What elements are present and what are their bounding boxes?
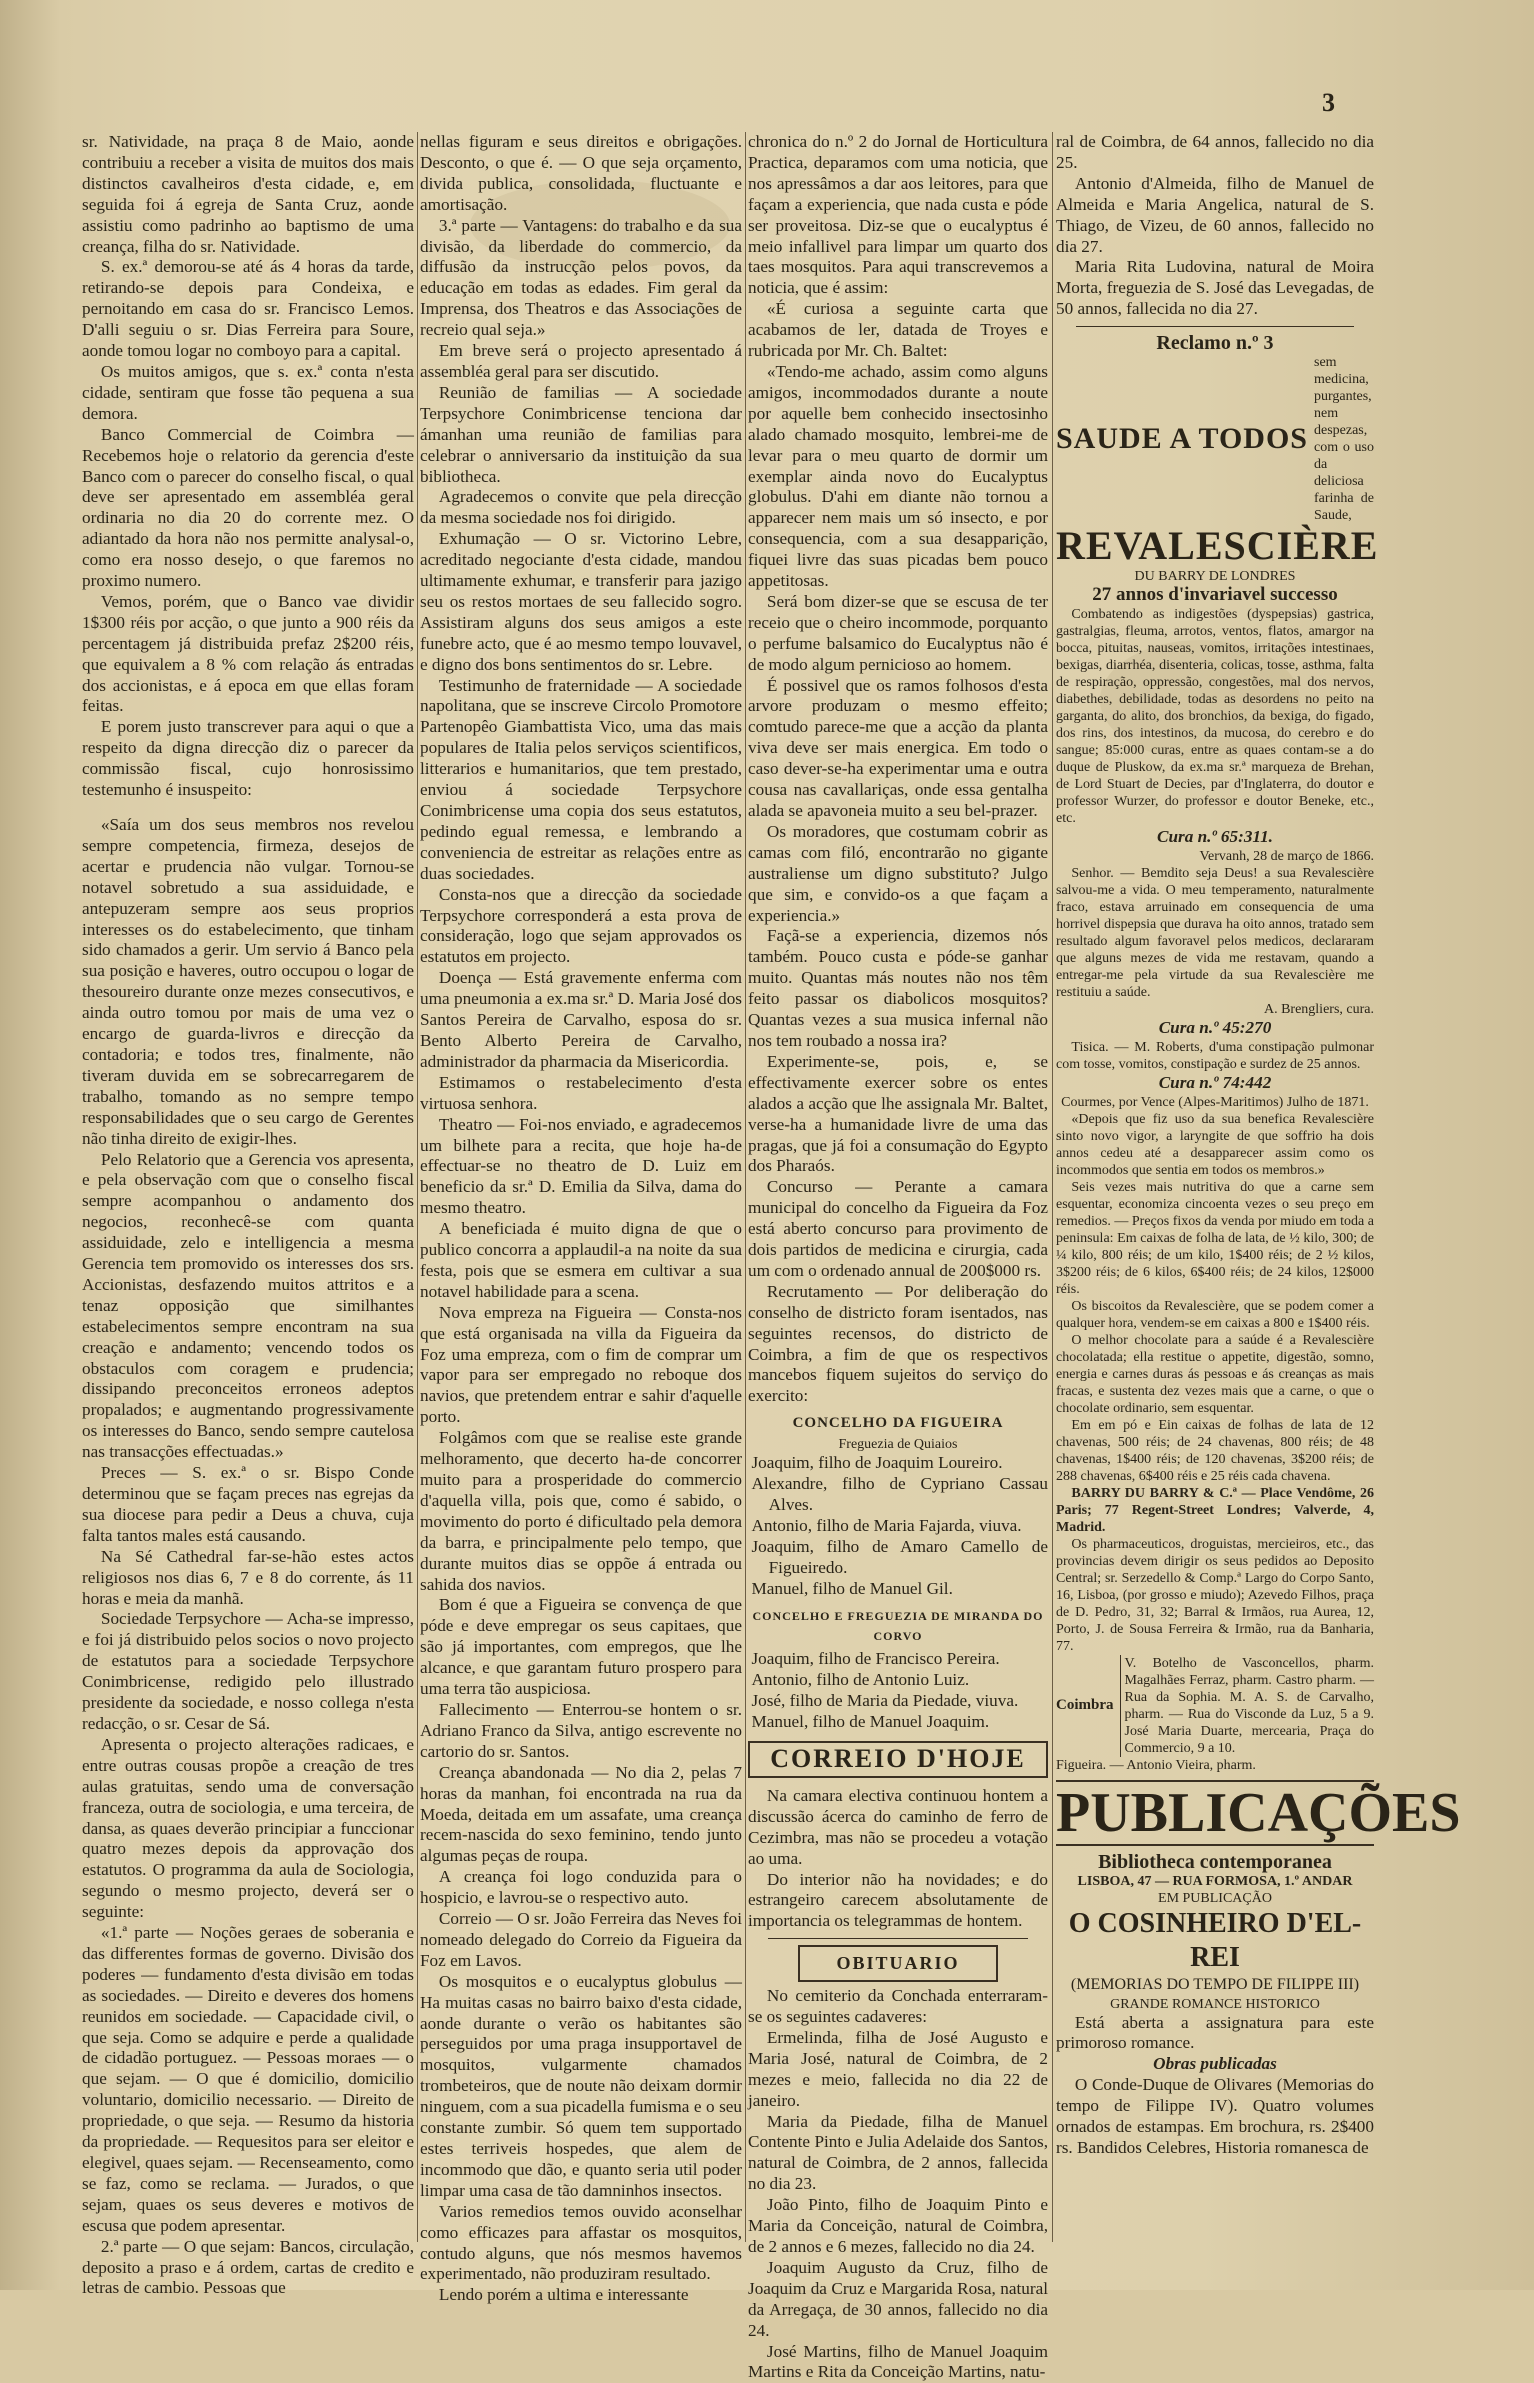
- paragraph: «É curiosa a seguinte carta que acabamos de ler, datada de Troyes e rubricada por Mr. Ch. Baltet:: [748, 299, 1048, 361]
- paragraph: «Tendo-me achado, assim como alguns amigos, incommodados durante a noute por aquelle bem conhecido insectosinho alado chamado mosquito, lembrei-me de levar para o meu quarto de dormir um exemplar ainda novo do Eucalyptus globulus. D'ahi em diante não tornou a apparecer nem mais um só insecto, e por consequencia, com a sua desapparição, fiquei livre das suas picadas bem pouco appetitosas.: [748, 361, 1048, 591]
- paragraph: A creança foi logo conduzida para o hospicio, e lavrou-se o respectivo auto.: [420, 1867, 742, 1908]
- paragraph: Apresenta o projecto alterações radicaes, e entre outras cousas propõe a creação de tres aulas gratuitas, sendo uma de conversação franceza, outra de sociologia, e uma terceira, de dansa, as quaes deverão principiar a funccionar quatro mezes depois da approvação dos estatutos. O programma da aula de Sociologia, segundo o mesmo projecto, deverá ser o seguinte:: [82, 1734, 414, 1922]
- paragraph: Bom é que a Figueira se convença de que póde e deve empregar os seus capitaes, que são já importantes, com empregos, que lhe alcance, e que garantam futuro prospero para uma terra tão auspiciosa.: [420, 1595, 742, 1699]
- paragraph: No cemiterio da Conchada enterraram-se os seguintes cadaveres:: [748, 1986, 1048, 2027]
- paragraph: nellas figuram e seus direitos e obrigações. Desconto, o que é. — O que seja orçamento, divida publica, consolidada, fluctuante e amortisação.: [420, 132, 742, 214]
- paragraph: Os muitos amigos, que s. ex.ª conta n'esta cidade, sentiram que fosse tão pequena a sua demora.: [82, 361, 414, 423]
- article-exhumacao: Exhumação — O sr. Victorino Lebre, acreditado negociante d'esta cidade, mandou ultimamente exhumar, e transferir para jazigo seu os restos mortaes de seu fallecido sogro. Assistiram alguns dos seus amigos a este funebre acto, que é ao mesmo tempo louvavel, e digno dos bons sentimentos do sr. Lebre.: [420, 529, 742, 674]
- paragraph: 3.ª parte — Vantagens: do trabalho e da sua divisão, da liberdade do commercio, da diffusão da instrucção pelos povos, da educação em todas as edades. Fim geral da Imprensa, dos Theatros e das Associações de recreio qual seja.»: [420, 215, 742, 340]
- reclamo-headline: SAUDE A TODOS: [1056, 421, 1308, 455]
- list-item: Manuel, filho de Manuel Joaquim.: [751, 1712, 990, 1732]
- concelho-heading: CONCELHO E FREGUEZIA DE MIRANDA DO CORVO: [752, 1608, 1044, 1644]
- freguezia-heading: Freguezia de Quiaios: [838, 1437, 958, 1453]
- list-item: Alexandre, filho de Cypriano Cassau Alves.: [751, 1474, 1048, 1514]
- cura-number: Cura n.º 65:311.: [1157, 826, 1273, 846]
- cura-text: «Depois que fiz uso da sua benefica Revalescière sinto novo vigor, a laryngite de que soffrio ha dois annos cedeu até a desapparecer assim como os incommodos que sentia em todos os membros.»: [1056, 1111, 1374, 1178]
- paragraph: Está aberta a assignatura para este primoroso romance.: [1056, 2012, 1374, 2053]
- paragraph: Façã-se a experiencia, dizemos nós também. Pouco custa e póde-se ganhar muito. Quantas más noutes não nos têm feito passar os diabolicos mosquitos? Quantas vezes a sua musica infernal não nos tem roubado a nossa ira?: [748, 926, 1048, 1050]
- paragraph: O Conde-Duque de Olivares (Memorias do tempo de Filippe IV). Quatro volumes ornados de estampas. Em brochura, rs. 2$400 rs. Bandidos Celebres, Historia romanesca de: [1056, 2075, 1374, 2157]
- publicacoes-address: LISBOA, 47 — RUA FORMOSA, 1.º ANDAR: [1077, 1873, 1353, 1889]
- paragraph: Os moradores, que costumam cobrir as camas com filó, encontrarão no gigante australiense um digno substituto? Julgo que sim, e convido-os a que façam a experiencia.»: [748, 821, 1048, 925]
- reclamo-title: Reclamo n.º 3: [1156, 332, 1274, 355]
- article-doenca: Doença — Está gravemente enferma com uma pneumonia a ex.ma sr.ª D. Maria José dos Santos Pereira de Carvalho, esposa do sr. Bento Alberto Pereira de Carvalho, administrador da pharmacia da Misericordia.: [420, 968, 742, 1071]
- list-item: José, filho de Maria da Piedade, viuva.: [751, 1691, 1019, 1711]
- cura-place: Vervanh, 28 de março de 1866.: [1199, 848, 1374, 864]
- paragraph: Maria Rita Ludovina, natural de Moira Morta, freguezia de S. José das Levegadas, de 50 annos, fallecida no dia 27.: [1056, 257, 1374, 319]
- paragraph: sr. Natividade, na praça 8 de Maio, aonde contribuiu a receber a visita de muitos dos mais distinctos cavalheiros d'esta cidade, e, em seguida foi á egreja de Santa Cruz, aonde assistiu como padrinho ao baptismo de uma creança, filha do sr. Natividade.: [82, 132, 414, 256]
- list-item: Joaquim, filho de Joaquim Loureiro.: [751, 1453, 1003, 1473]
- coimbra-list: V. Botelho de Vasconcellos, pharm. Magalhães Ferraz, pharm. Castro pharm. — Rua da Sophia. M. A. S. de Carvalho, pharm. — Rua do Visconde da Luz, 5 a 9. José Maria Duarte, mercearia, Praça do Commercio, 9 a 10.: [1120, 1655, 1375, 1757]
- correio-heading-box: [748, 1741, 1048, 1778]
- address: BARRY DU BARRY & C.ª — Place Vendôme, 26 Paris; 77 Regent-Street Londres; Valverde, 4, Madrid.: [1056, 1485, 1374, 1535]
- paragraph: 2.ª parte — O que sejam: Bancos, circulação, deposito a praso e á ordem, cartas de credito e letras de cambio. Pessoas que: [82, 2236, 414, 2298]
- paragraph: A beneficiada é muito digna de que o publico concorra a applaudil-a na noite da sua festa, pois que se esmera em cultivar a sua notavel habilidade para a scena.: [420, 1219, 742, 1301]
- paragraph: Experimente-se, pois, e, se effectivamente exercer sobre os entes alados a acção que lhe assignala Mr. Baltet, verse-ha a humanidade livre de uma das pragas, que já foi a consumação do Egypto dos Pharaós.: [748, 1051, 1048, 1176]
- paragraph: Será bom dizer-se que se escusa de ter receio que o cheiro incommode, porquanto o perfume balsamico do Eucalyptus não é de modo algum pernicioso ao homem.: [748, 591, 1048, 674]
- correio-title: CORREIO D'HOJE: [770, 1743, 1026, 1773]
- biscuit-text: Os biscoitos da Revalescière, que se podem comer a qualquer hora, vendem-se em caixas a 800 e 1$400 réis.: [1056, 1298, 1374, 1331]
- article-testimunho: Testimunho de fraternidade — A sociedade napolitana, que se inscreve Circolo Promotore Partenopêo Giambattista Vico, uma das mais populares de Italia pelos serviços scientificos, litterarios e humanitarios, que tem prestado, enviou á sociedade Terpsychore Conimbricense uma copia dos seus estatutos, pedindo egual remessa, e lembrando a conveniencia de estreitar as relações entre as duas sociedades.: [420, 675, 742, 883]
- cura-number: Cura n.º 74:442: [1158, 1072, 1272, 1092]
- obituario-heading-box: [798, 1945, 998, 1982]
- paragraph: E porem justo transcrever para aqui o que a respeito da digna direcção diz o parecer da commissão fiscal, cujo honrosissimo testemunho é insuspeito:: [82, 717, 414, 800]
- article-correio: Correio — O sr. João Ferreira das Neves foi nomeado delegado do Correio da Figueira da Foz em Lavos.: [420, 1909, 742, 1970]
- column-rule: [417, 132, 418, 2242]
- paragraph: Do interior não ha novidades; e do estrangeiro carecem absolutamente de importancia os telegrammas de hontem.: [748, 1869, 1048, 1931]
- paragraph: João Pinto, filho de Joaquim Pinto e Maria da Conceição, natural de Coimbra, de 2 annos e 6 mezes, fallecido no dia 24.: [748, 2195, 1048, 2256]
- paragraph: Em breve será o projecto apresentado á assembléa geral para ser discutido.: [420, 341, 742, 381]
- paragraph: Joaquim Augusto da Cruz, filho de Joaquim da Cruz e Margarida Rosa, natural da Arregaça, de 30 annos, fallecido no dia 24.: [748, 2257, 1048, 2340]
- maker: DU BARRY DE LONDRES: [1134, 569, 1296, 585]
- price-text: Seis vezes mais nutritiva do que a carne sem esquentar, economiza cincoenta vezes o seu preço em remedios. — Preços fixos da venda por miudo em toda a peninsula: Em caixas de folha de lata, de ½ kilo, 300; de ¼ kilo, 800 réis; de um kilo, 1$400 réis; de 2 ½ kilos, 3$200 réis; de 6 kilos, 6$400 réis; de 24 kilos, 12$000 réis.: [1056, 1179, 1374, 1297]
- paragraph: S. ex.ª demorou-se até ás 4 horas da tarde, retirando-se depois para Condeixa, e pernoitando em casa do sr. Francisco Lemos. D'alli seguiu o sr. Dias Ferreira para Soure, aonde tomou logar no comboyo para a capital.: [82, 257, 414, 361]
- names-list: [748, 1453, 1048, 1599]
- publicacoes-title: PUBLICAÇÕES: [1056, 1781, 1461, 1844]
- obituario-title: OBITUARIO: [836, 1953, 960, 1974]
- paragraph: Agradecemos o convite que pela direcção da mesma sociedade nos foi dirigido.: [420, 487, 742, 528]
- article-banco: Banco Commercial de Coimbra — Recebemos hoje o relatorio da gerencia d'este Banco com o parecer do conselho fiscal, o qual deve ser apresentado em assembléa geral ordinaria no dia 20 do corrente mez. O adiantado da hora não nos permitte analysal-o, como era nosso desejo, o que faremos no proximo numero.: [82, 424, 414, 591]
- paragraph: Varios remedios temos ouvido aconselhar como efficazes para affastar os mosquitos, contudo alguns, que nós mesmos havemos experimentado, não produziram resultado.: [420, 2201, 742, 2284]
- article-theatro: Theatro — Foi-nos enviado, e agradecemos um bilhete para a recita, que hoje ha-de effectuar-se no theatro de D. Luiz em beneficio da sr.ª D. Emilia da Silva, dama do mesmo theatro.: [420, 1114, 742, 1218]
- cura-number: Cura n.º 45:270: [1158, 1017, 1272, 1037]
- book-title: O COSINHEIRO D'EL-REI: [1068, 1907, 1362, 1973]
- article-mosquitos: Os mosquitos e o eucalyptus globulus — Ha muitas casas no bairro baixo d'esta cidade, aonde durante o verão os habitantes são perseguidos por uma praga insupportavel de mosquitos, vulgarmente chamados trombeteiros, que de noute não deixam dormir ninguem, com a sua picadella fumisma e o seu constante zumbir. Só quem tem supportado estes terriveis hospedes, que alem de incommodo que dão, e quanto seria util poder limpar uma casa de tão damninhos insectos.: [420, 1971, 742, 2200]
- article-creanca: Creança abandonada — No dia 2, pelas 7 horas da manhan, foi encontrada na rua da Moeda, deitada em um assafate, uma creança recem-nascida do sexo feminino, tendo junto algumas peças de roupa.: [420, 1762, 742, 1866]
- column-rule: [745, 132, 746, 2242]
- column-rule: [1052, 132, 1053, 2242]
- coimbra-agents: [1056, 1655, 1374, 1757]
- divider: [768, 1938, 1028, 1939]
- book-kind: GRANDE ROMANCE HISTORICO: [1110, 1996, 1320, 2012]
- quote: Pelo Relatorio que a Gerencia vos apresenta, e pela observação com que o conselho fiscal sempre acompanhou o andamento dos negocios, reconhecê-se com quanta assiduidade, zelo e intelligencia a mesma Gerencia tem promovido os interesses dos srs. Accionistas, desfazendo muitos attritos e a tenaz opposição que similhantes estabelecimentos sempre encontram na sua creação e andamento; vencendo todos os obstaculos com coragem e prudencia; dissipando preconceitos erroneos adeptos propalados; e augmentando progressivamente os interesses do Banco, sendo sempre cautelosa nas transacções effectuadas.»: [82, 1149, 414, 1462]
- list-item: Antonio, filho de Antonio Luiz.: [751, 1670, 970, 1690]
- paragraph: Ermelinda, filha de José Augusto e Maria José, natural de Coimbra, de 2 mezes e meio, fallecida no dia 22 de janeiro.: [748, 2027, 1048, 2110]
- brand-title: REVALESCIÈRE: [1056, 523, 1379, 569]
- names-list: [748, 1649, 1048, 1733]
- column-3: [748, 132, 1048, 2382]
- chocolate-price: Em em pó e Ein caixas de folhas de lata de 12 chavenas, 500 réis; de 24 chavenas, 800 réis; de 48 chavenas, 1$400 réis; de 120 chavenas, 3$200 réis; de 288 chavenas, 6$400 réis e 25 réis cada chavena.: [1056, 1417, 1374, 1484]
- cura-signature: A. Brengliers, cura.: [1263, 1001, 1374, 1017]
- column-4: [1056, 132, 1461, 2242]
- cura-text: Senhor. — Bemdito seja Deus! a sua Revalescière salvou-me a vida. O meu temperamento, naturalmente fraco, estava arruinado em consequencia de uma horrivel dispepsia que durava ha oito annos, tratado sem resultado algum favoravel pelos medicos, declararam que alguns mezes de vida me restavam, quando a entregar-me pela virtude da sua Revalescière me restituiu a saúde.: [1056, 865, 1374, 1000]
- paragraph: Na Sé Cathedral far-se-hão estes actos religiosos nos dias 6, 7 e 8 do corrente, ás 11 horas e meia da manhã.: [82, 1546, 414, 1608]
- paragraph: ral de Coimbra, de 64 annos, fallecido no dia 25.: [1056, 132, 1374, 172]
- reclamo-headline-tail: sem medicina, purgantes, nem despezas, com o uso da deliciosa farinha de Saude,: [1314, 355, 1374, 524]
- list-item: Joaquim, filho de Amaro Camello de Figueiredo.: [751, 1536, 1048, 1577]
- page-number: 3: [1322, 88, 1335, 117]
- column-2: [420, 132, 742, 2305]
- paragraph: Maria da Piedade, filha de Manuel Contente Pinto e Julia Adelaide dos Santos, natural de Coimbra, de 2 annos, fallecida no dia 23.: [748, 2111, 1048, 2194]
- article-sociedade: Sociedade Terpsychore — Acha-se impresso, e foi já distribuido pelos socios o novo projecto de estatutos para a sociedade Terpsychore Conimbricense, redigido pelo illustrado presidente da sociedade, e nosso collega n'esta redacção, o sr. Cesar de Sá.: [82, 1609, 414, 1733]
- paragraph: Lendo porém a ultima e interessante: [438, 2285, 689, 2305]
- divider: [1076, 326, 1354, 327]
- cura-place: Courmes, por Vence (Alpes-Maritimos) Julho de 1871.: [1061, 1094, 1369, 1110]
- paragraph: É possivel que os ramos folhosos d'esta arvore produzam o mesmo effeito; comtudo parece-me que a acção da planta viva deve ser mais energica. Em todo o caso dever-se-ha experimentar uma e outra cousa nas cavallariças, onde essa gentalha alada se apavoneia muito a seu bel-prazer.: [748, 675, 1048, 820]
- chocolate-text: O melhor chocolate para a saúde é a Revalescière chocolatada; ella restitue o appetite, digestão, somno, energia e carnes duras ás pessoas e ás creanças as mais fracas, e sustenta dez vezes mais que a carne, o que o chocolate ordinario, sem esquentar.: [1056, 1332, 1374, 1416]
- concelho-heading: CONCELHO DA FIGUEIRA: [792, 1415, 1004, 1432]
- paragraph: Na camara electiva continuou hontem a discussão ácerca do caminho de ferro de Cezimbra, mas não se procedeu a votação ao uma.: [748, 1785, 1048, 1868]
- figueira-agent: Figueira. — Antonio Vieira, pharm.: [1056, 1757, 1256, 1773]
- cura-text: Tisica. — M. Roberts, d'uma constipação pulmonar com tosse, vomitos, constipação e surdez de 25 annos.: [1056, 1039, 1374, 1072]
- article-nova-empreza: Nova empreza na Figueira — Consta-nos que está organisada na villa da Figueira da Foz uma empreza, com o fim de comprar um vapor para ser empregado no reboque dos navios, que pretendem entrar e sahir d'aquelle porto.: [420, 1302, 742, 1427]
- paragraph: Folgâmos com que se realise este grande melhoramento, que decerto ha-de concorrer muito para a prosperidade do commercio d'aquella villa, pois que, como é sabido, o movimento do porto é dificultado pela demora da barra, e principalmente pelo tempo, que durante muitos dias se oppõe á entrada ou sahida dos navios.: [420, 1428, 742, 1594]
- list-item: Antonio, filho de Maria Fajarda, viuva.: [751, 1515, 1022, 1535]
- publicacoes-sub: Bibliotheca contemporanea: [1098, 1850, 1332, 1873]
- article-fallecimento: Fallecimento — Enterrou-se hontem o sr. Adriano Franco da Silva, antigo escrevente no cartorio do sr. Santos.: [420, 1699, 742, 1761]
- article-reuniao: Reunião de familias — A sociedade Terpsychore Conimbricense tenciona dar ámanhan uma reunião de familias para celebrar o anniversario da instituição da sua bibliotheca.: [420, 382, 742, 486]
- list-item: Manuel, filho de Manuel Gil.: [751, 1578, 953, 1598]
- reclamo-headline-row: [1056, 354, 1374, 524]
- paragraph: Consta-nos que a direcção da sociedade Terpsychore corresponderá a esta prova de consideração, logo que sejam approvados os estatutos em projecto.: [420, 884, 742, 967]
- quote: «Saía um dos seus membros nos revelou sempre competencia, firmeza, desejos de acertar e prudencia não vulgar. Tornou-se notavel sobretudo a sua assiduidade, e antepuzeram sempre aos seus proprios interesses os do estabelecimento, que tinham sido chamados a gerir. Um servio á Banco pela sua posição e haveres, outro occupou o logar de thesoureiro durante onze mezes consecutivos, e ainda outro tomou por mais de uma vez o encargo de guarda-livros e direcção da contadoria; e todos tres, finalmente, não tiveram duvida em se sobrecarregarem de trabalho, tomando as no sempre tempo responsabilidades que o seu cargo de Gerentes não tinha direito de exigir-lhes.: [82, 815, 414, 1148]
- paragraph: Estimamos o restabelecimento d'esta virtuosa senhora.: [420, 1072, 742, 1113]
- coimbra-label: Coimbra: [1056, 1697, 1114, 1714]
- article-concurso: Concurso — Perante a camara municipal do concelho da Figueira da Foz está aberto concurso para provimento de dois partidos de medicina e cirurgia, cada um com o ordenado annual de 200$000 rs.: [748, 1177, 1048, 1280]
- ad-body: Combatendo as indigestões (dyspepsias) gastrica, gastralgias, fleuma, arrotos, ventos, flatos, amargor na bocca, pituitas, nauseas, vomitos, irritações intestinaes, bexigas, diarrhéa, disenteria, colicas, tosse, asthma, falta de respiração, oppressão, congestões, mal dos nervos, diabethes, debilidade, todas as desordens no peito na garganta, do alito, dos bronchios, da bexiga, do figado, dos rins, dos intestinos, da mucosa, do cerebro e do sangue; 85:000 curas, entre as quaes contam-se a do duque de Pluskow, da ex.ma sr.ª marqueza de Brehan, de Lord Stuart de Decies, par d'Inglaterra, do doutor e professor Wurzer, do professor e doutor Beneke, etc., etc.: [1056, 606, 1374, 826]
- paragraph: Antonio d'Almeida, filho de Manuel de Almeida e Maria Angelica, natural de S. Thiago, de Vizeu, de 60 annos, fallecido no dia 27.: [1056, 173, 1374, 256]
- book-subtitle: (MEMORIAS DO TEMPO DE FILIPPE III): [1070, 1975, 1360, 1993]
- column-1: [82, 132, 414, 2298]
- paragraph: «1.ª parte — Noções geraes de soberania e das differentes formas de governo. Divisão dos poderes — fundamento d'esta divisão em todas as sociedades. — Direito e deveres dos homens reunidos em sociedade. — Capacidade civil, o que seja. Como se adquire e perde a qualidade de cidadão portuguez. — Pessoas moraes — o que sejam. — O que é domicilio, domicilio voluntario, domicilio necessario. — Direito de propriedade, o que seja. — Resumo da historia da propriedade. — Requesitos para ser eleitor e elegivel, quaes sejam. — Recenseamento, como se faz, como se reclama. — Jurados, o que sejam, quaes os seus deveres e motivos de escusa que podem apresentar.: [82, 1923, 414, 2235]
- paragraph: José Martins, filho de Manuel Joaquim Martins e Rita da Conceição Martins, natu-: [748, 2341, 1048, 2382]
- em-publicacao: EM PUBLICAÇÃO: [1158, 1890, 1272, 1906]
- article-recrutamento: Recrutamento — Por deliberação do conselho de districto foram isentados, nas seguintes recensos, do districto de Coimbra, a fim de que os respectivos mancebos fiquem sujeitos do serviço do exercito:: [748, 1281, 1048, 1406]
- list-item: Joaquim, filho de Francisco Pereira.: [751, 1649, 1000, 1669]
- years-banner: 27 annos d'invariavel successo: [1092, 584, 1338, 606]
- article-preces: Preces — S. ex.ª o sr. Bispo Conde determinou que se façam preces nas egrejas da sua diocese para pedir a Deus a chuva, cuja falta tantos males está causando.: [82, 1463, 414, 1545]
- paragraph: Vemos, porém, que o Banco vae dividir 1$300 réis por acção, o que junto a 900 réis da percentagem já distribuida prefaz 2$200 réis, que equivalem a 8 % com relação ás entradas dos accionistas, e á epoca em que ellas foram feitas.: [82, 591, 414, 716]
- paragraph: chronica do n.º 2 do Jornal de Horticultura Practica, deparamos com uma noticia, que nos apressâmos a dar aos leitores, para que façam a experiencia, que nada custa e póde ser proveitosa. Diz-se que o eucalyptus é meio infallivel para limpar um quarto dos taes mosquitos. Para aqui transcrevemos a noticia, que é assim:: [748, 132, 1048, 298]
- obras-heading: Obras publicadas: [1153, 2054, 1277, 2074]
- agents: Os pharmaceuticos, droguistas, mercieiros, etc., das provincias devem dirigir os seus pedidos ao Deposito Central; sr. Serzedello & Comp.ª Largo do Corpo Santo, 16, Lisboa, (por grosso e miudo); Azevedo Filhos, praça de D. Pedro, 31, 32; Barral & Irmãos, rua Aurea, 12, Porto, J. de Sousa Ferreira & Irmão, rua da Banharia, 77.: [1056, 1536, 1374, 1654]
